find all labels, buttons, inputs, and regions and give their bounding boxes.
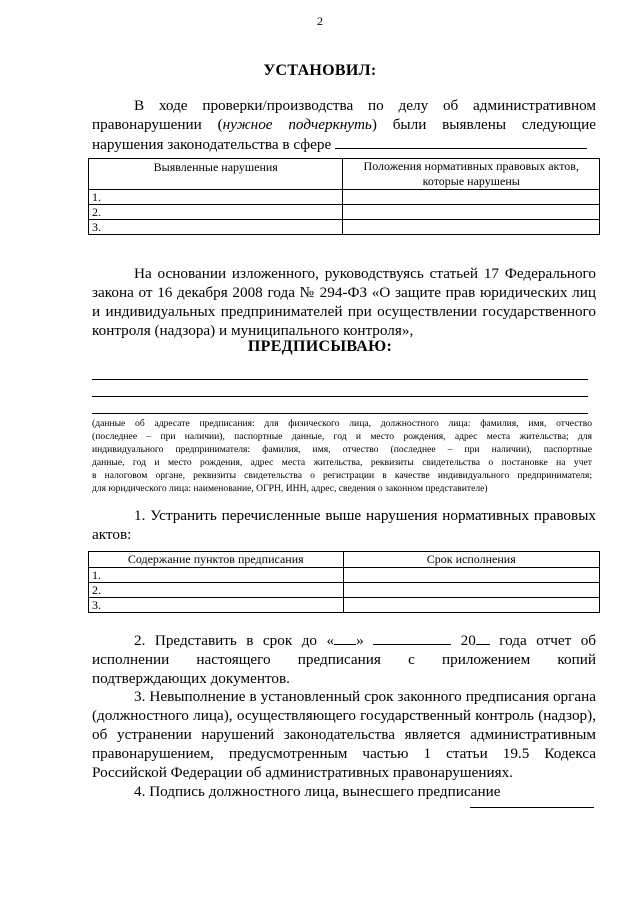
item-3-line-3: об устранении нарушений законодательства является административным — [92, 726, 596, 743]
item-3-line-4: правонарушением, предусмотренным частью 1 статьи 19.5 Кодекса — [92, 745, 596, 762]
norms-header-cell: Положения нормативных правовых актов, которые нарушены — [343, 159, 600, 190]
item-2-line-3: подтверждающих документов. — [92, 670, 290, 687]
item-4-paragraph — [92, 782, 596, 801]
item-1-line-2: актов: — [92, 526, 132, 543]
row-number: 2. — [89, 205, 343, 220]
row-number: 1. — [89, 568, 344, 583]
intro-paragraph — [92, 96, 596, 154]
item-1-line-1: 1. Устранить перечисленные выше нарушения нормативных правовых — [134, 507, 596, 524]
intro-line-3: нарушения законодательства в сфере — [92, 134, 596, 154]
month-blank[interactable] — [373, 630, 451, 645]
table-row — [89, 583, 600, 598]
item-1-paragraph — [92, 506, 596, 544]
addressee-note: (данные об адресате предписания: для физического лица, должностного лица: фамилия, имя, отчество (последнее – при наличии), паспортные данные, год и место рождения, адрес места жительства; для индивидуального предпринимателя: фамилия, имя, отчество (последнее – при наличии), паспортные данные, год и место рождения, адрес места жительства, реквизиты свидетельства о постановке на учет в налоговом органе, реквизиты свидетельства о регистрации в качестве индивидуального предпринимателя; для юридического лица: наименование, ОГРН, ИНН, адрес, сведения о законном представителе) — [92, 418, 592, 494]
item-3-paragraph — [92, 687, 596, 782]
basis-line-4: контроля (надзора) и муниципального контроля», — [92, 322, 414, 339]
row-number: 3. — [89, 598, 344, 613]
prescription-table-header — [89, 552, 600, 568]
item-3-line-5: Российской Федерации об административных правонарушениях. — [92, 764, 513, 781]
violations-table-header — [89, 159, 600, 190]
row-number: 3. — [89, 220, 343, 235]
year-blank[interactable] — [476, 630, 490, 645]
intro-line-1: В ходе проверки/производства по делу об административном — [134, 97, 596, 114]
basis-line-3: и индивидуальных предпринимателей при осуществлении государственного — [92, 303, 596, 320]
table-cell[interactable] — [343, 568, 600, 583]
table-row — [89, 598, 600, 613]
table-cell[interactable] — [343, 205, 600, 220]
table-cell[interactable] — [343, 583, 600, 598]
basis-line-2: закона от 16 декабря 2008 года № 294-ФЗ «О защите прав юридических лиц — [92, 284, 596, 301]
day-blank[interactable] — [334, 630, 356, 645]
table-row — [89, 190, 600, 205]
heading-established: УСТАНОВИЛ: — [263, 62, 377, 79]
item-3-line-1: 3. Невыполнение в установленный срок законного предписания органа — [134, 688, 596, 705]
basis-paragraph — [92, 264, 596, 340]
page-number: 2 — [317, 14, 323, 28]
content-header-cell: Содержание пунктов предписания — [89, 552, 344, 568]
addressee-line-2[interactable] — [92, 396, 588, 397]
violations-table — [88, 158, 600, 235]
table-row — [89, 220, 600, 235]
table-row — [89, 205, 600, 220]
addressee-line-3[interactable] — [92, 413, 588, 414]
sphere-blank[interactable] — [335, 134, 587, 149]
signature-line[interactable] — [470, 807, 594, 808]
violations-header-cell: Выявленные нарушения — [89, 159, 343, 190]
intro-emphasis: нужное подчеркнуть — [222, 116, 372, 133]
row-number: 1. — [89, 190, 343, 205]
heading-prescribe: ПРЕДПИСЫВАЮ: — [247, 338, 393, 355]
item-2-line-2: исполнении настоящего предписания с приложением копий — [92, 651, 596, 668]
table-cell[interactable] — [343, 220, 600, 235]
prescription-table — [88, 551, 600, 613]
row-number: 2. — [89, 583, 344, 598]
addressee-line-1[interactable] — [92, 379, 588, 380]
item-2-paragraph — [92, 630, 596, 688]
table-cell[interactable] — [343, 190, 600, 205]
table-cell[interactable] — [343, 598, 600, 613]
table-row — [89, 568, 600, 583]
item-4-line-1: 4. Подпись должностного лица, вынесшего предписание — [134, 783, 501, 800]
item-3-line-2: (должностного лица), осуществляющего государственный контроль (надзор), — [92, 707, 596, 724]
item-2-line-1: 2. Представить в срок до « » 20 года отчет об — [134, 632, 597, 649]
deadline-header-cell: Срок исполнения — [343, 552, 600, 568]
basis-line-1: На основании изложенного, руководствуясь статьей 17 Федерального — [134, 265, 596, 282]
intro-line-2: правонарушении (нужное подчеркнуть) были выявлены следующие — [92, 116, 597, 133]
